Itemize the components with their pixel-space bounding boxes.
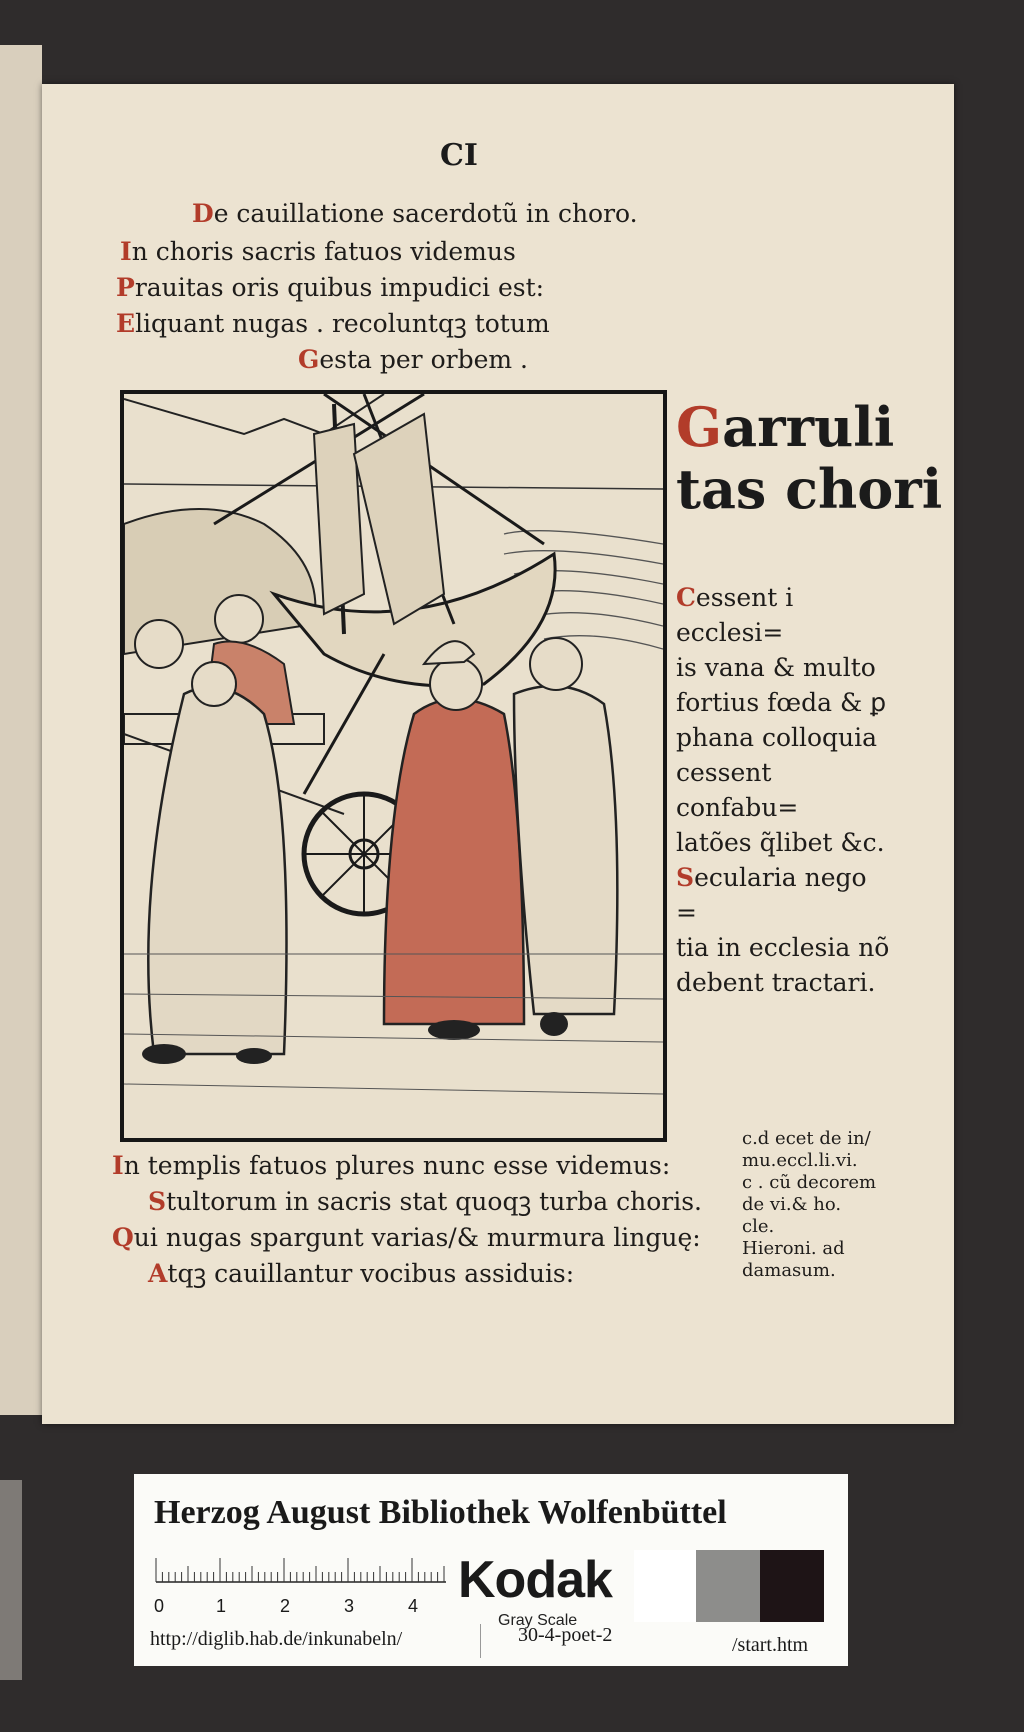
woodcut-drawing [124, 394, 663, 1138]
margin-note: c.d ecet de in/ mu.eccl.li.vi. c . cũ decorem de vi.& ho. cle. Hieroni. ad damasum. [742, 1128, 877, 1281]
verse-bottom-line: Atqꝫ cauillantur vocibus assiduis: [148, 1259, 575, 1288]
gothic-title: Garruli tas chori [676, 395, 943, 521]
ruler-number: 0 [154, 1596, 165, 1616]
woodcut-illustration [120, 390, 667, 1142]
url-left: http://diglib.hab.de/inkunabeln/ [150, 1628, 403, 1650]
ruler-number: 2 [280, 1596, 291, 1616]
chapter-heading: De cauillatione sacerdotũ in choro. [192, 199, 638, 228]
verse-top-line: Gesta per orbem . [298, 345, 528, 374]
verse-bottom-line: Stultorum in sacris stat quoqꝫ turba choris. [148, 1187, 702, 1216]
verse-top-line: Prauitas oris quibus impudici est: [116, 273, 545, 302]
verse-top-line: Eliquant nugas . recoluntqꝫ totum [116, 309, 550, 338]
gray-swatch-black [760, 1550, 824, 1622]
gray-swatch-white [634, 1550, 696, 1622]
url-divider [480, 1624, 481, 1658]
verse-bottom-line: In templis fatuos plures nunc esse videmus: [112, 1151, 671, 1180]
verse-bottom-line: Qui nugas spargunt varias/& murmura linguę: [112, 1223, 701, 1252]
left-page-edge-lower [0, 1480, 22, 1680]
folio-number: CI [440, 138, 478, 173]
color-calibration-card [134, 1474, 848, 1666]
ruler-number: 1 [216, 1596, 227, 1616]
verse-top-line: In choris sacris fatuos videmus [120, 237, 516, 266]
scale-ruler [154, 1556, 448, 1618]
side-commentary: Cessent i ecclesi= is vana & multo fortius fœda & ꝑ phana colloquia cessent confabu= latões q̃libet &c. Secularia nego = tia in ecclesia nõ debent tractari. [676, 583, 890, 997]
left-page-edge [0, 45, 42, 1415]
kodak-logo: Kodak [458, 1551, 612, 1609]
url-right: /start.htm [732, 1634, 809, 1656]
gray-swatch-mid [696, 1550, 760, 1622]
url-middle: 30-4-poet-2 [518, 1624, 613, 1646]
ruler-number: 3 [344, 1596, 355, 1616]
gray-scale-label: Gray Scale [498, 1612, 578, 1629]
ruler-number: 4 [408, 1596, 419, 1616]
library-title: Herzog August Bibliothek Wolfenbüttel [154, 1494, 727, 1531]
